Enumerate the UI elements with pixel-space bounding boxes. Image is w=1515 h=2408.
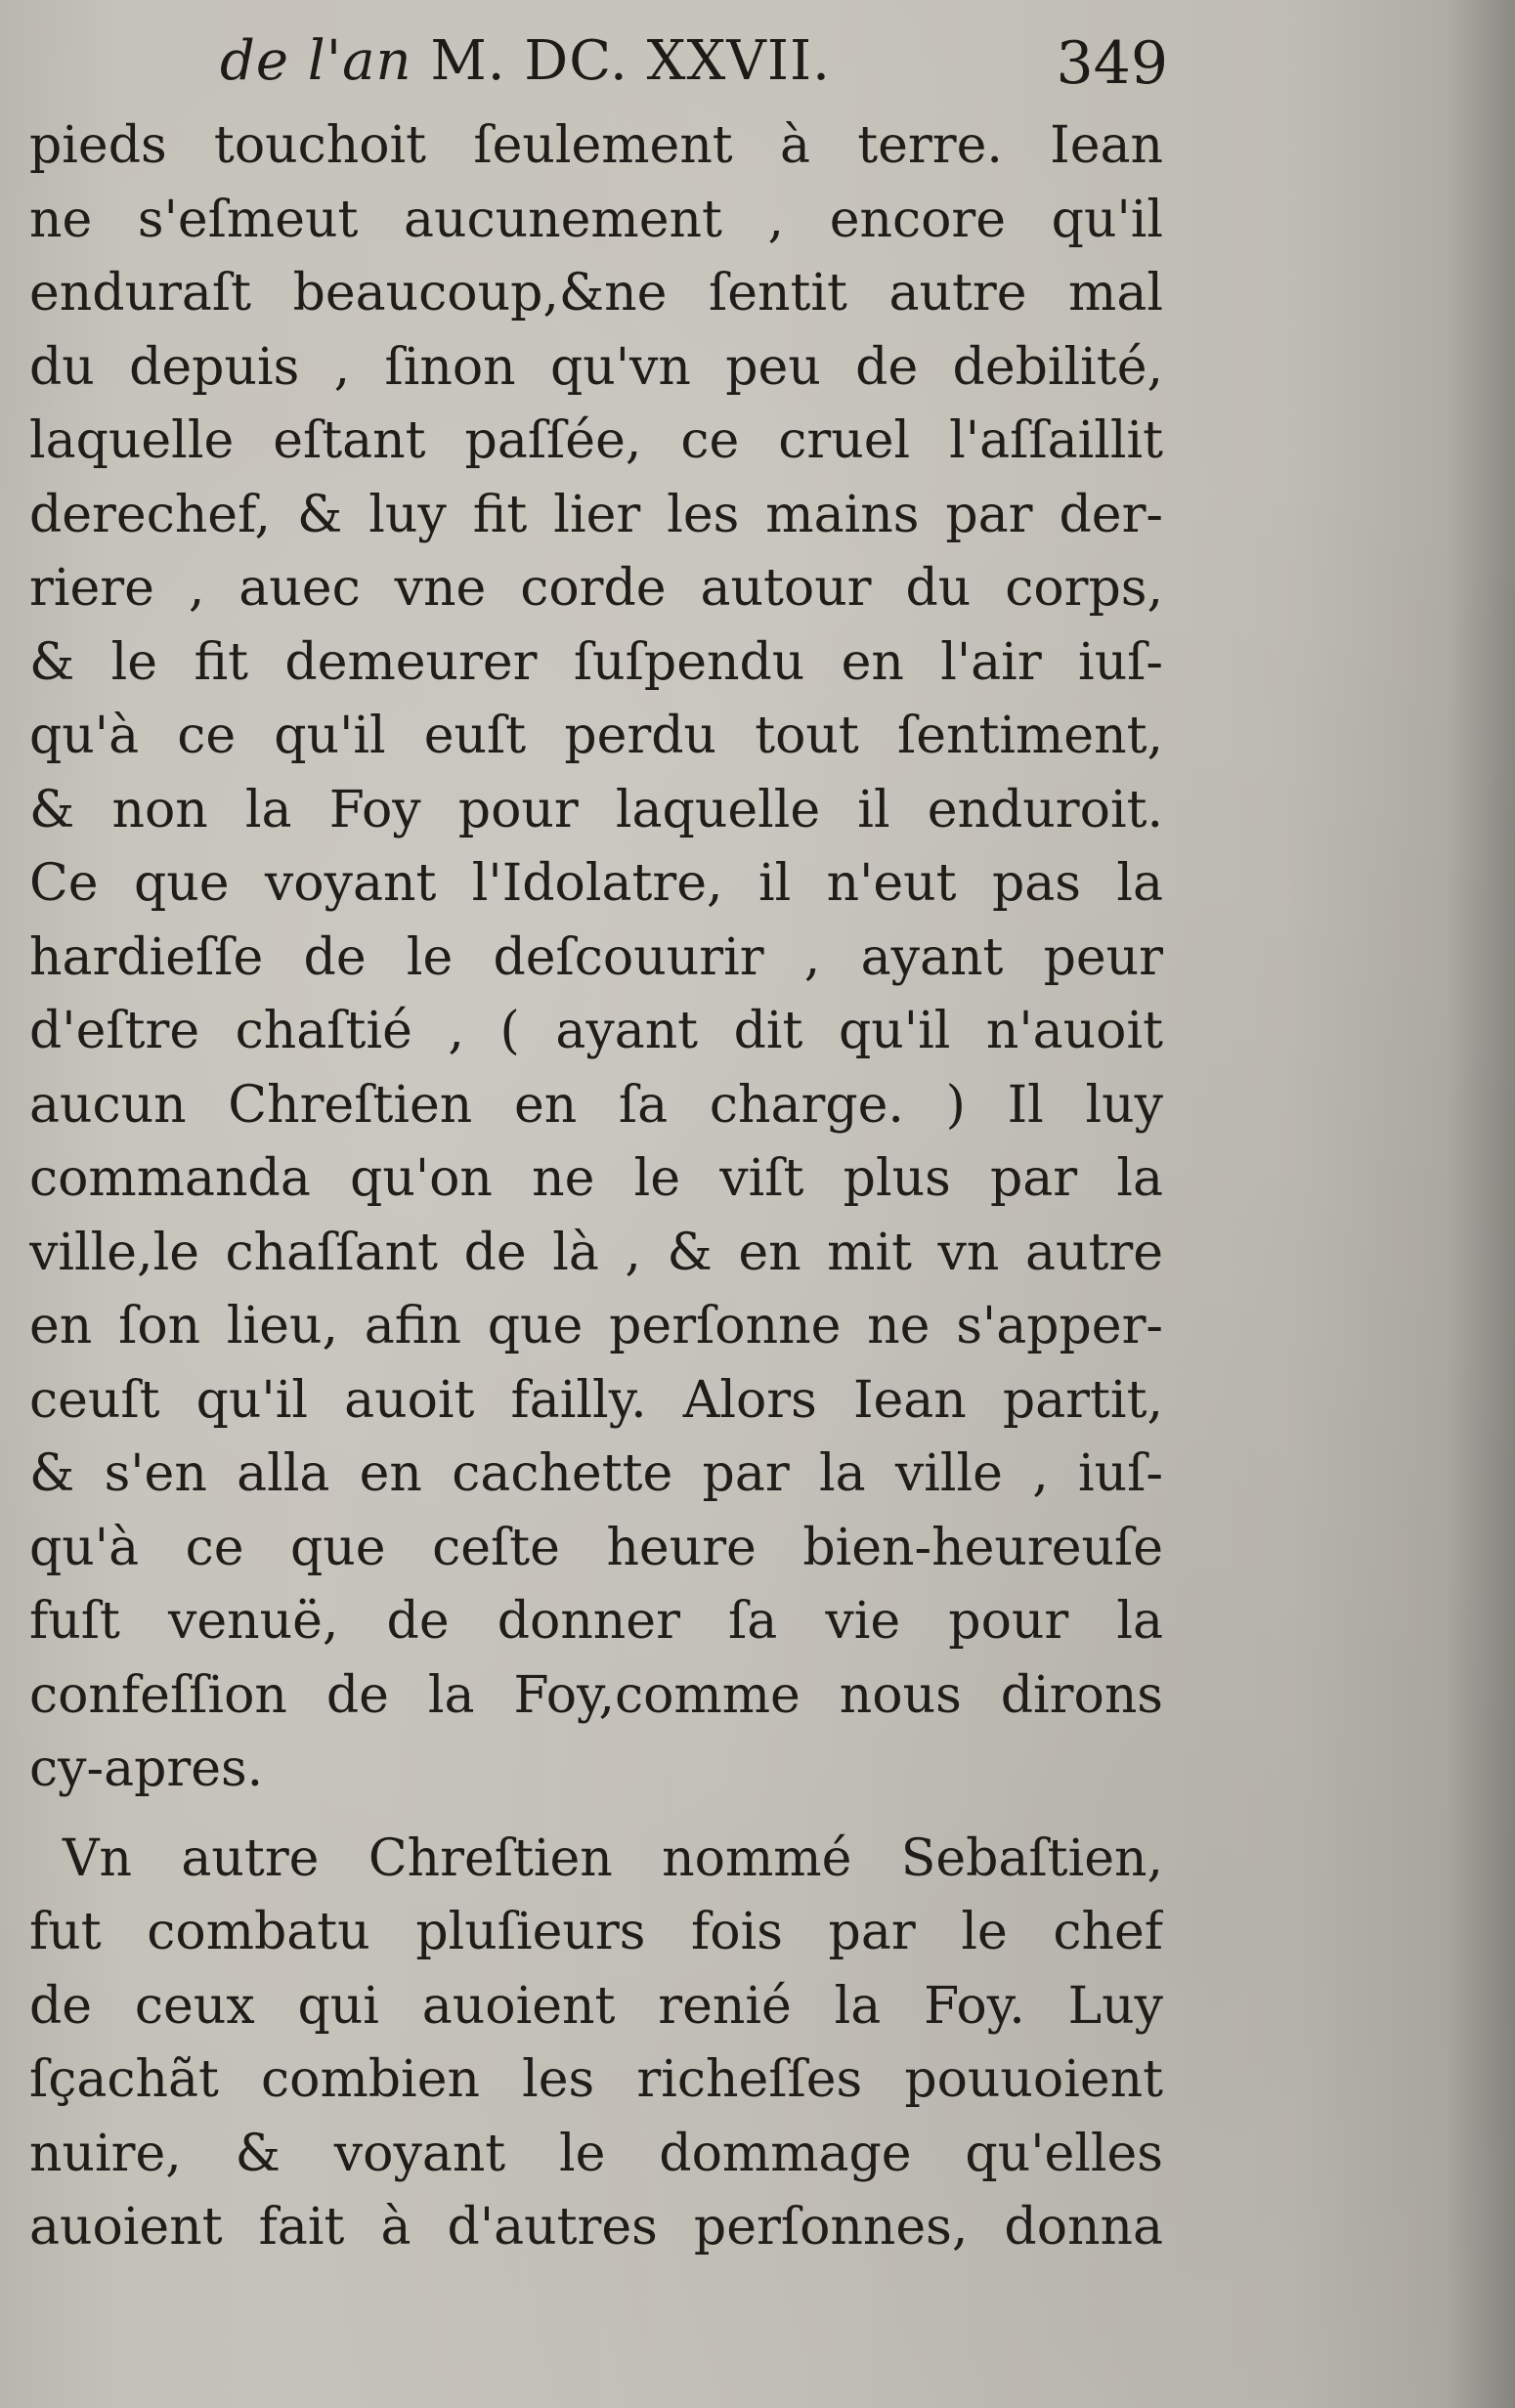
page-number: 349: [1056, 29, 1168, 98]
text-line: Vn autre Chreſtien nommé Sebaſtien,: [63, 1828, 1163, 1888]
paragraph-gap: [29, 1807, 1163, 1823]
text-line: confeſſion de la Foy,comme nous dirons: [29, 1665, 1163, 1725]
text-line: ville,le chaſſant de là , & en mit vn autre: [29, 1223, 1163, 1282]
text-line: ceuſt qu'il auoit failly. Alors Iean partit,: [29, 1370, 1163, 1430]
text-line: derechef, & luy fit lier les mains par der-: [29, 485, 1163, 544]
text-line: enduraſt beaucoup,&ne ſentit autre mal: [29, 264, 1163, 322]
text-line: de ceux qui auoient renié la Foy. Luy: [29, 1976, 1163, 2036]
text-line: qu'à ce qu'il euſt perdu tout ſentiment,: [29, 707, 1163, 765]
page-header: [220, 29, 1168, 117]
paragraph-2: [29, 1823, 1163, 2265]
text-line: hardieſſe de le deſcouurir , ayant peur: [29, 927, 1163, 987]
text-line: cy-apres.: [29, 1740, 264, 1798]
paragraph-1: [29, 109, 1163, 1807]
running-head: [220, 29, 831, 93]
text-line: en ſon lieu, afin que perſonne ne s'apper-: [29, 1297, 1163, 1355]
text-line: ſçachãt combien les richeſſes pouuoient: [29, 2050, 1163, 2109]
text-line: nuire, & voyant le dommage qu'elles: [29, 2124, 1163, 2183]
text-line: du depuis , ſinon qu'vn peu de debilité,: [29, 337, 1163, 397]
body-text: [29, 109, 1163, 2265]
text-line: ne s'eſmeut aucunement , encore qu'il: [29, 190, 1163, 249]
page-edge-shadow: [1447, 0, 1515, 2408]
running-head-italic: de l'an: [220, 29, 412, 93]
text-line: & s'en alla en cachette par la ville , iuſ-: [29, 1444, 1163, 1503]
text-line: auoient fait à d'autres perſonnes, donna: [29, 2198, 1163, 2257]
text-line: riere , auec vne corde autour du corps,: [29, 559, 1163, 618]
text-line: d'eſtre chaſtié , ( ayant dit qu'il n'auoit: [29, 1002, 1163, 1060]
text-line: fuſt venuë, de donner ſa vie pour la: [29, 1592, 1163, 1651]
text-line: commanda qu'on ne le viſt plus par la: [29, 1149, 1163, 1208]
text-line: & le fit demeurer ſuſpendu en l'air iuſ-: [29, 632, 1163, 692]
text-line: laquelle eſtant paſſée, ce cruel l'aſſaillit: [29, 411, 1163, 470]
text-line: & non la Foy pour laquelle il enduroit.: [29, 780, 1163, 839]
text-line: aucun Chreſtien en ſa charge. ) Il luy: [29, 1075, 1163, 1135]
text-line: Ce que voyant l'Idolatre, il n'eut pas la: [29, 854, 1163, 913]
running-head-roman: M. DC. XXVII.: [430, 29, 831, 93]
text-line: fut combatu pluſieurs fois par le chef: [29, 1903, 1163, 1961]
text-line: pieds touchoit ſeulement à terre. Iean: [29, 116, 1163, 175]
text-line: qu'à ce que ceſte heure bien-heureuſe: [29, 1518, 1163, 1577]
